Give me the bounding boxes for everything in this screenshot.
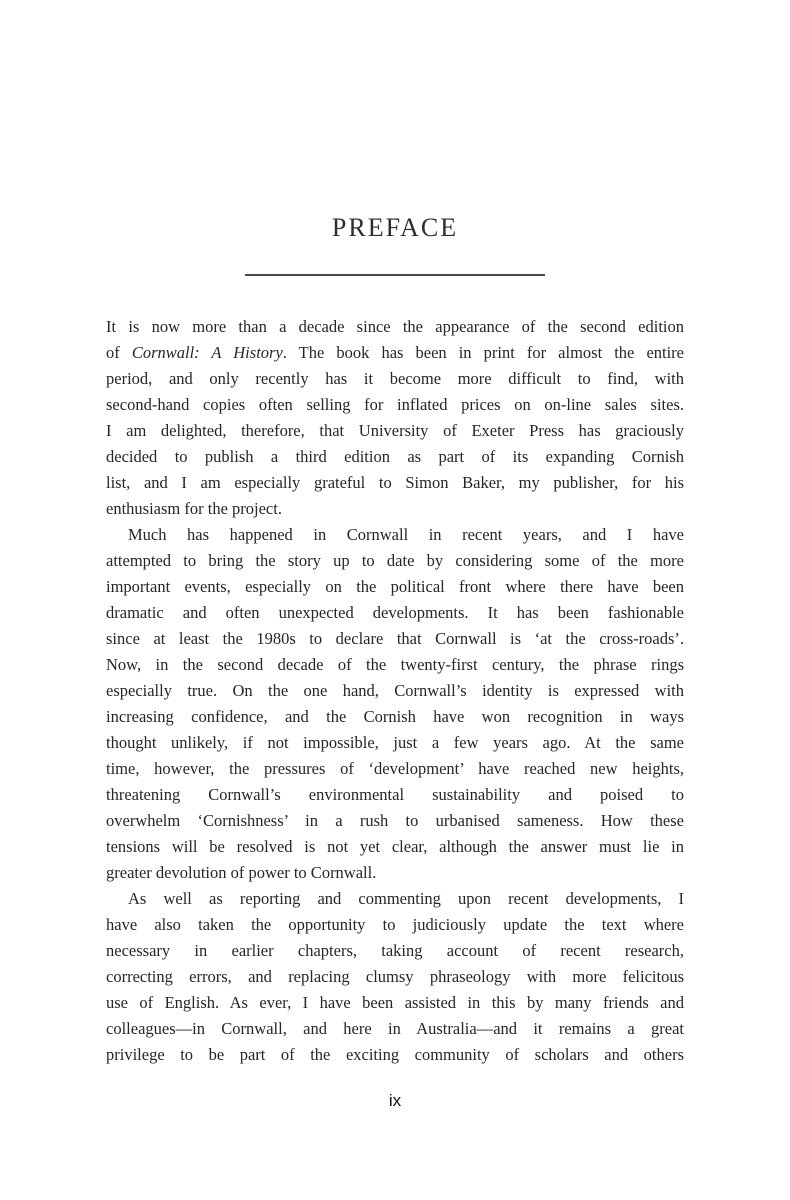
text-line xyxy=(106,860,684,886)
text-line: Much has happened in Cornwall in recent years, and I have xyxy=(128,525,684,544)
text-line: overwhelm ‘Cornishness’ in a rush to urbanised sameness. How these xyxy=(106,811,684,830)
text-line: decided to publish a third edition as part of its expanding Cornish xyxy=(106,447,684,466)
text-line: Now, in the second decade of the twenty-first century, the phrase rings xyxy=(106,655,684,674)
title-divider-rule xyxy=(245,274,545,276)
page-number: ix xyxy=(388,1091,402,1110)
text-line: privilege to be part of the exciting community of scholars and others xyxy=(106,1045,684,1064)
text-run: greater devolution of power to Cornwall. xyxy=(106,863,377,882)
text-run: enthusiasm for the project. xyxy=(106,499,282,518)
text-line: I am delighted, therefore, that University of Exeter Press has graciously xyxy=(106,421,684,440)
paragraph xyxy=(106,522,684,886)
text-line: attempted to bring the story up to date by considering some of the more xyxy=(106,551,684,570)
text-line: It is now more than a decade since the appearance of the second edition xyxy=(106,317,684,336)
text-run: . The book has been in print for almost the entire xyxy=(282,343,685,362)
text-line: necessary in earlier chapters, taking account of recent research, xyxy=(106,941,684,960)
text-line: second-hand copies often selling for inflated prices on on-line sales sites. xyxy=(106,395,684,414)
book-title-italic: Cornwall: A History xyxy=(131,343,283,362)
paragraph xyxy=(106,314,684,522)
text-line: especially true. On the one hand, Cornwall’s identity is expressed with xyxy=(106,681,684,700)
text-run: of xyxy=(106,343,132,362)
text-line: use of English. As ever, I have been assisted in this by many friends and xyxy=(106,993,684,1012)
text-line: colleagues—in Cornwall, and here in Australia—and it remains a great xyxy=(106,1019,684,1038)
text-line: since at least the 1980s to declare that Cornwall is ‘at the cross-roads’. xyxy=(106,629,684,648)
text-line: As well as reporting and commenting upon recent developments, I xyxy=(128,889,684,908)
text-line: dramatic and often unexpected developments. It has been fashionable xyxy=(106,603,684,622)
text-line: increasing confidence, and the Cornish have won recognition in ways xyxy=(106,707,684,726)
text-line: list, and I am especially grateful to Simon Baker, my publisher, for his xyxy=(106,473,684,492)
text-line: threatening Cornwall’s environmental sustainability and poised to xyxy=(106,785,684,804)
text-line xyxy=(106,496,684,522)
text-line: correcting errors, and replacing clumsy phraseology with more felicitous xyxy=(106,967,684,986)
page-title: PREFACE xyxy=(331,213,459,242)
text-line: important events, especially on the political front where there have been xyxy=(106,577,684,596)
paragraph xyxy=(106,886,684,1068)
text-line xyxy=(106,340,684,366)
text-line: time, however, the pressures of ‘development’ have reached new heights, xyxy=(106,759,684,778)
text-line: period, and only recently has it become more difficult to find, with xyxy=(106,369,684,388)
text-line: have also taken the opportunity to judiciously update the text where xyxy=(106,915,684,934)
text-block xyxy=(106,314,684,1068)
text-line: thought unlikely, if not impossible, just a few years ago. At the same xyxy=(106,733,684,752)
text-line: tensions will be resolved is not yet clear, although the answer must lie in xyxy=(106,837,684,856)
